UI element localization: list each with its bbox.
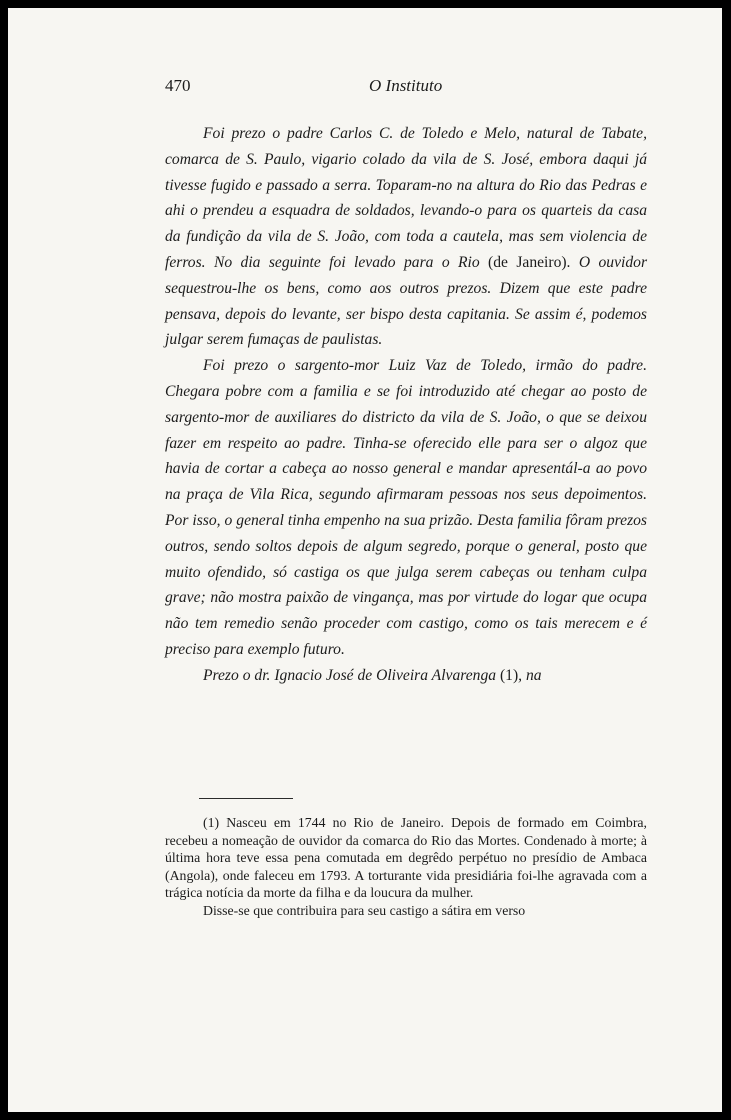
document-page [8,8,722,1112]
footnote-1-continued: Disse-se que contribuira para seu castigo a sátira em verso [203,902,526,918]
paragraph-3 [165,663,647,689]
page-number: 470 [165,76,191,95]
body-text [165,121,647,689]
paragraph-3-text: Prezo o dr. Ignacio José de Oliveira Alvarenga [203,666,497,684]
footnote-separator [199,798,293,799]
footnote-reference: (1) [499,666,519,684]
footnotes [165,814,647,920]
running-title: O Instituto [369,76,443,95]
paragraph-1-end: O ouvidor sequestrou-lhe os bens, como aos outros prezos. Dizem que este padre pensava, depois do levante, ser bispo desta capitania. Se assim é, podemos julgar serem fumaças de paulistas. [165,253,648,349]
page-header [165,76,645,100]
paragraph-3-end: , na [518,666,542,684]
paragraph-1 [165,121,647,353]
paragraph-1-text: Foi prezo o padre Carlos C. de Toledo e Melo, natural de Tabate, comarca de S. Paulo, vigario colado da vila de S. José, embora daqui já tivesse fugido e passado a serra. Toparam-no na altura do Rio das Pedras e ahi o prendeu a esquadra de soldados, levando-o para os quarteis da casa da fundição da vila de S. João, com toda a cautela, mas sem violencia de ferros. No dia seguinte foi levado para o Rio [165,125,647,271]
paragraph-1-roman: (de Janeiro). [488,253,571,271]
footnote-1: (1) Nasceu em 1744 no Rio de Janeiro. Depois de formado em Coimbra, recebeu a nomeação de ouvidor da comarca do Rio das Mortes. Condenado à morte; à última hora teve essa pena comutada em degrêdo perpétuo no presídio de Ambaca (Angola), onde faleceu em 1793. A torturante vida presidiária foi-lhe agravada com a trágica notícia da morte da filha e da loucura da mulher. [165,815,647,901]
paragraph-2: Foi prezo o sargento-mor Luiz Vaz de Toledo, irmão do padre. Chegara pobre com a familia e se foi introduzido até chegar ao posto de sargento-mor de auxiliares do districto da vila de S. João, o que se deixou fazer em respeito ao padre. Tinha-se oferecido elle para ser o algoz que havia de cortar a cabeça ao nosso general e mandar apresentál-a ao povo na praça de Vila Rica, segundo afirmaram pessoas nos seus depoimentos. Por isso, o general tinha empenho na sua prizão. Desta familia fôram prezos outros, sendo soltos depois de algum segredo, porque o general, posto que muito ofendido, só castiga os que julga serem cabeças ou tenham culpa grave; não mostra paixão de vingança, mas por virtude do logar que ocupa não tem remedio senão proceder com castigo, como os tais merecem e é preciso para exemplo futuro. [165,357,647,658]
